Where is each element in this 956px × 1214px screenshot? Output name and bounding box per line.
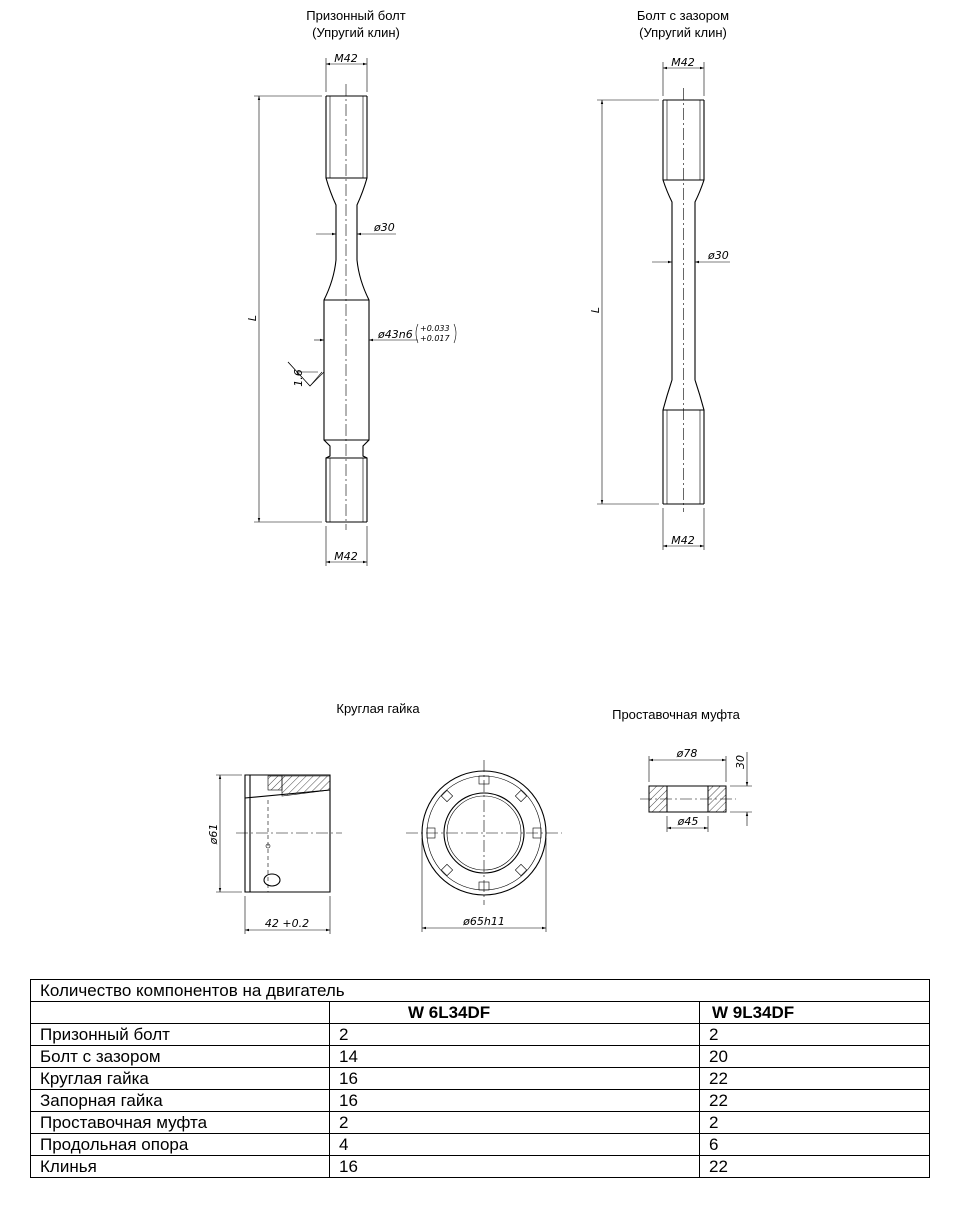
row-value-9l: 20 xyxy=(700,1046,930,1068)
row-name: Проставочная муфта xyxy=(31,1112,330,1134)
spacer-d78: ø78 xyxy=(676,747,698,760)
row-value-9l: 2 xyxy=(700,1112,930,1134)
row-value-9l: 22 xyxy=(700,1090,930,1112)
fitted-bolt-tol-upper: +0.033 xyxy=(420,324,450,333)
clearance-bolt-length: L xyxy=(589,306,602,314)
fitted-bolt-tol-lower: +0.017 xyxy=(420,334,450,343)
fitted-bolt-drawing xyxy=(246,8,456,566)
table-row xyxy=(31,1024,930,1046)
row-value-6l: 14 xyxy=(330,1046,700,1068)
spacer-sleeve-drawing xyxy=(612,707,752,832)
table-header-row xyxy=(31,1002,930,1024)
clearance-bolt-m42-top: M42 xyxy=(671,56,695,69)
fitted-bolt-roughness: 1.6 xyxy=(292,369,305,387)
row-name: Клинья xyxy=(31,1156,330,1178)
spacer-sleeve-title: Проставочная муфта xyxy=(612,707,740,722)
fitted-bolt-d30: ø30 xyxy=(374,221,395,234)
table-title: Количество компонентов на двигатель xyxy=(31,980,930,1002)
row-name: Призонный болт xyxy=(31,1024,330,1046)
table-row xyxy=(31,1068,930,1090)
row-name: Болт с зазором xyxy=(31,1046,330,1068)
table-header-empty xyxy=(31,1002,330,1024)
fitted-bolt-d43: ø43n6 xyxy=(378,328,413,341)
row-name: Круглая гайка xyxy=(31,1068,330,1090)
row-value-6l: 16 xyxy=(330,1068,700,1090)
row-name: Запорная гайка xyxy=(31,1090,330,1112)
fitted-bolt-m42-bottom: M42 xyxy=(334,550,358,563)
components-table xyxy=(30,979,930,1178)
clearance-bolt-title-1: Болт с зазором xyxy=(636,8,730,23)
round-nut-length: 42 +0.2 xyxy=(264,917,310,930)
clearance-bolt-drawing xyxy=(589,8,730,550)
fitted-bolt-m42-top: M42 xyxy=(334,52,358,65)
round-nut-drawing xyxy=(207,701,562,934)
fitted-bolt-title-2: (Упругий клин) xyxy=(312,25,400,40)
row-value-9l: 2 xyxy=(700,1024,930,1046)
row-value-9l: 6 xyxy=(700,1134,930,1156)
table-title-row xyxy=(31,980,930,1002)
row-value-6l: 2 xyxy=(330,1024,700,1046)
table-header-9l34df: W 9L34DF xyxy=(700,1002,930,1024)
row-value-9l: 22 xyxy=(700,1156,930,1178)
row-value-6l: 16 xyxy=(330,1156,700,1178)
round-nut-d61: ø61 xyxy=(207,823,220,845)
table-row xyxy=(31,1090,930,1112)
table-row xyxy=(31,1046,930,1068)
row-name: Продольная опора xyxy=(31,1134,330,1156)
clearance-bolt-title-2: (Упругий клин) xyxy=(639,25,727,40)
round-nut-d65: ø65h11 xyxy=(463,915,505,928)
round-nut-title: Круглая гайка xyxy=(336,701,420,716)
table-row xyxy=(31,1134,930,1156)
row-value-6l: 4 xyxy=(330,1134,700,1156)
fitted-bolt-title-1: Призонный болт xyxy=(306,8,406,23)
table-row xyxy=(31,1112,930,1134)
table-row xyxy=(31,1156,930,1178)
spacer-height: 30 xyxy=(734,755,747,769)
clearance-bolt-m42-bottom: M42 xyxy=(671,534,695,547)
row-value-6l: 2 xyxy=(330,1112,700,1134)
row-value-9l: 22 xyxy=(700,1068,930,1090)
table-header-6l34df: W 6L34DF xyxy=(330,1002,700,1024)
row-value-6l: 16 xyxy=(330,1090,700,1112)
clearance-bolt-d30: ø30 xyxy=(708,249,729,262)
spacer-d45: ø45 xyxy=(677,815,699,828)
fitted-bolt-length: L xyxy=(246,314,259,322)
